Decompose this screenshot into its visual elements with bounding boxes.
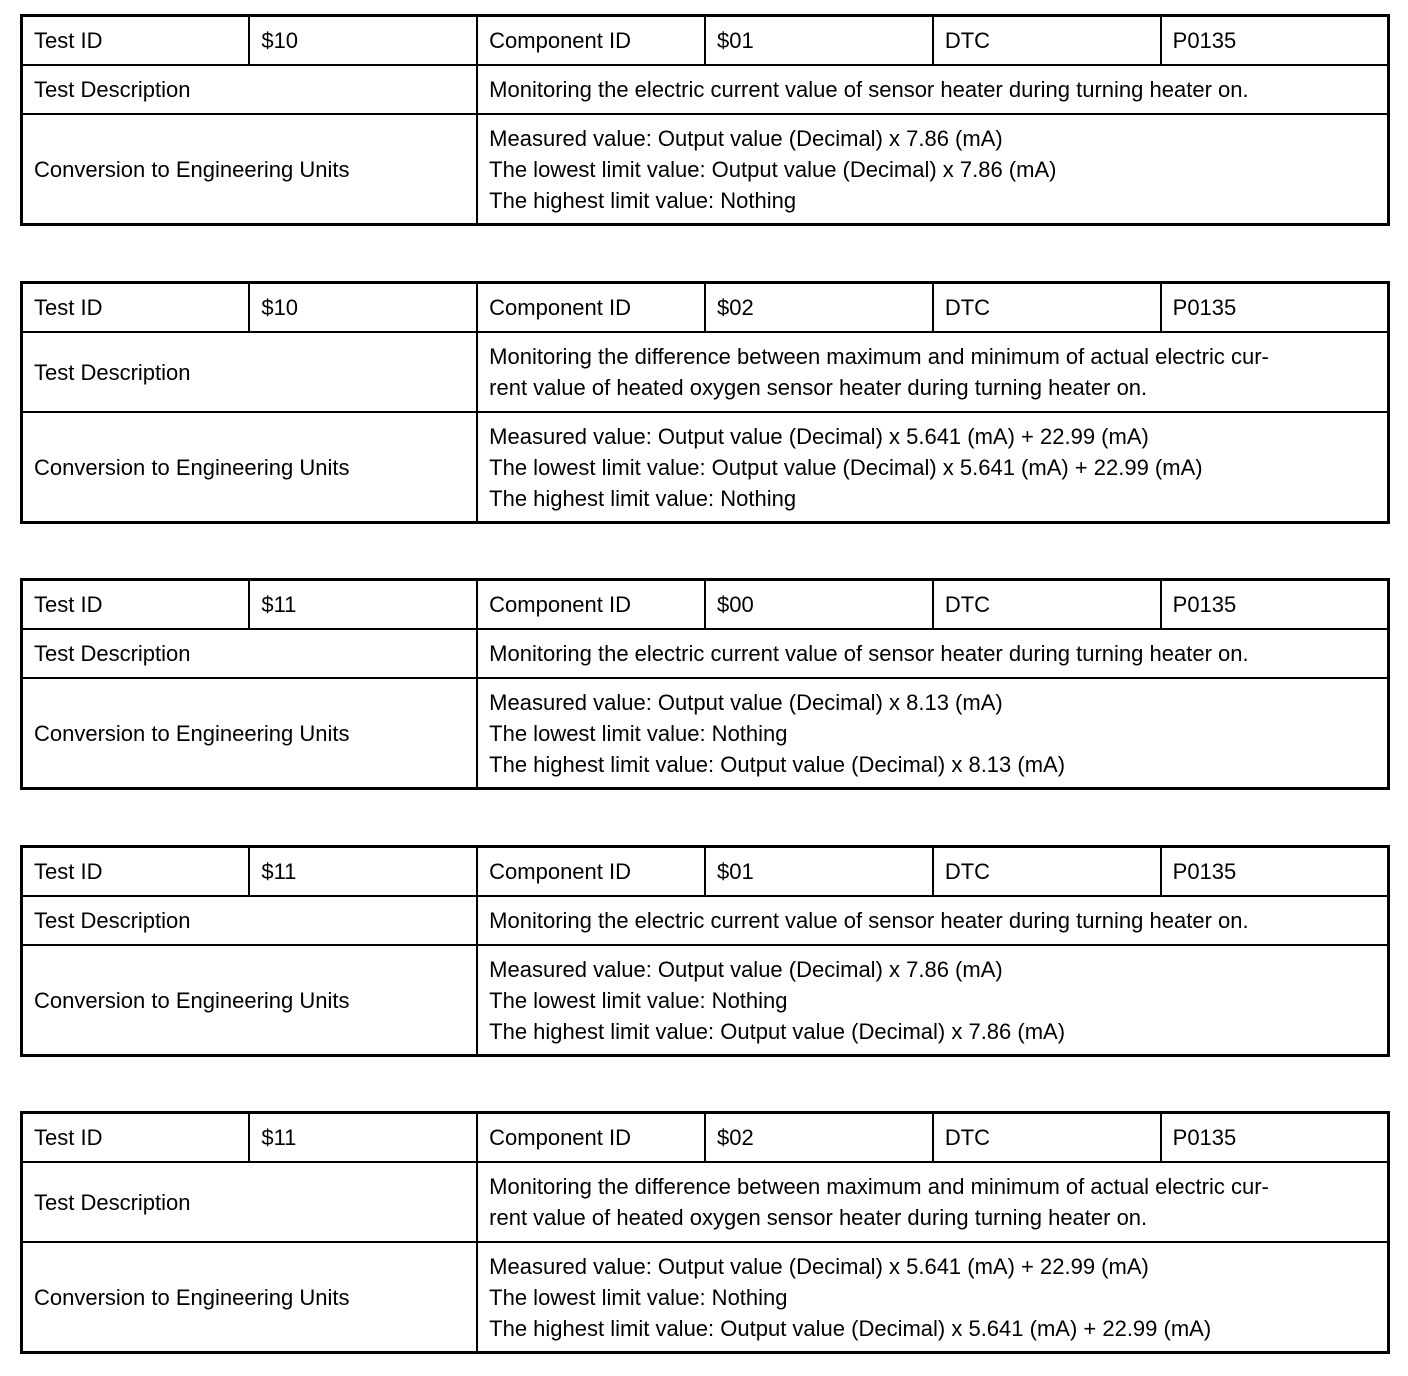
conversion-row: [22, 412, 1389, 523]
description-line: rent value of heated oxygen sensor heater during turning heater on.: [489, 1205, 1148, 1230]
test-id-value: $10: [249, 16, 477, 66]
component-id-value: $01: [705, 16, 933, 66]
conversion-line: The highest limit value: Output value (Decimal) x 8.13 (mA): [489, 751, 1066, 777]
conversion-label: Conversion to Engineering Units: [22, 412, 478, 523]
test-id-label: Test ID: [22, 580, 250, 630]
test-description-value: [477, 332, 1388, 412]
conversion-label: Conversion to Engineering Units: [22, 945, 478, 1056]
description-row: [22, 65, 1389, 114]
conversion-line: Measured value: Output value (Decimal) x 5.641 (mA) + 22.99 (mA): [489, 423, 1149, 449]
description-line: Monitoring the difference between maximum and minimum of actual electric cur-: [489, 1174, 1269, 1199]
test-table: [20, 845, 1390, 1057]
test-description-value: [477, 1162, 1388, 1242]
test-id-value: $11: [249, 847, 477, 897]
header-row: [22, 283, 1389, 333]
component-id-value: $01: [705, 847, 933, 897]
conversion-value: [477, 945, 1388, 1056]
component-id-value: $00: [705, 580, 933, 630]
header-row: [22, 847, 1389, 897]
description-line: rent value of heated oxygen sensor heater during turning heater on.: [489, 375, 1148, 400]
dtc-label: DTC: [933, 16, 1161, 66]
dtc-label: DTC: [933, 283, 1161, 333]
conversion-label: Conversion to Engineering Units: [22, 1242, 478, 1353]
component-id-value: $02: [705, 1113, 933, 1163]
conversion-line: The highest limit value: Nothing: [489, 187, 797, 213]
test-id-label: Test ID: [22, 283, 250, 333]
conversion-row: [22, 114, 1389, 225]
description-row: [22, 629, 1389, 678]
dtc-value: P0135: [1161, 16, 1389, 66]
conversion-label: Conversion to Engineering Units: [22, 678, 478, 789]
test-table: [20, 578, 1390, 790]
test-description-value: [477, 65, 1388, 114]
conversion-line: The lowest limit value: Nothing: [489, 987, 788, 1013]
test-description-label: Test Description: [22, 629, 478, 678]
component-id-label: Component ID: [477, 1113, 705, 1163]
description-line: Monitoring the electric current value of sensor heater during turning heater on.: [489, 908, 1249, 933]
conversion-line: The highest limit value: Output value (Decimal) x 7.86 (mA): [489, 1018, 1066, 1044]
conversion-line: The lowest limit value: Nothing: [489, 1284, 788, 1310]
conversion-line: The lowest limit value: Nothing: [489, 720, 788, 746]
test-id-value: $11: [249, 1113, 477, 1163]
dtc-label: DTC: [933, 1113, 1161, 1163]
conversion-row: [22, 1242, 1389, 1353]
test-description-label: Test Description: [22, 332, 478, 412]
conversion-value: [477, 678, 1388, 789]
description-line: Monitoring the difference between maximum and minimum of actual electric cur-: [489, 344, 1269, 369]
test-description-label: Test Description: [22, 65, 478, 114]
header-row: [22, 1113, 1389, 1163]
description-row: [22, 896, 1389, 945]
test-description-label: Test Description: [22, 896, 478, 945]
conversion-line: Measured value: Output value (Decimal) x 7.86 (mA): [489, 125, 1003, 151]
component-id-label: Component ID: [477, 580, 705, 630]
component-id-value: $02: [705, 283, 933, 333]
test-table: [20, 14, 1390, 226]
conversion-line: Measured value: Output value (Decimal) x 8.13 (mA): [489, 689, 1003, 715]
conversion-value: [477, 114, 1388, 225]
conversion-value: [477, 1242, 1388, 1353]
conversion-line: Measured value: Output value (Decimal) x 7.86 (mA): [489, 956, 1003, 982]
conversion-line: The highest limit value: Nothing: [489, 485, 797, 511]
test-description-value: [477, 896, 1388, 945]
component-id-label: Component ID: [477, 847, 705, 897]
header-row: [22, 580, 1389, 630]
dtc-label: DTC: [933, 847, 1161, 897]
conversion-label: Conversion to Engineering Units: [22, 114, 478, 225]
test-description-value: [477, 629, 1388, 678]
test-table: [20, 1111, 1390, 1354]
test-id-label: Test ID: [22, 16, 250, 66]
conversion-line: The lowest limit value: Output value (Decimal) x 5.641 (mA) + 22.99 (mA): [489, 454, 1203, 480]
conversion-row: [22, 945, 1389, 1056]
header-row: [22, 16, 1389, 66]
component-id-label: Component ID: [477, 283, 705, 333]
conversion-line: The lowest limit value: Output value (Decimal) x 7.86 (mA): [489, 156, 1057, 182]
test-id-value: $11: [249, 580, 477, 630]
description-line: Monitoring the electric current value of sensor heater during turning heater on.: [489, 77, 1249, 102]
test-table: [20, 281, 1390, 524]
dtc-value: P0135: [1161, 1113, 1389, 1163]
component-id-label: Component ID: [477, 16, 705, 66]
description-line: Monitoring the electric current value of sensor heater during turning heater on.: [489, 641, 1249, 666]
test-id-label: Test ID: [22, 847, 250, 897]
test-description-label: Test Description: [22, 1162, 478, 1242]
dtc-value: P0135: [1161, 847, 1389, 897]
conversion-line: The highest limit value: Output value (Decimal) x 5.641 (mA) + 22.99 (mA): [489, 1315, 1212, 1341]
conversion-value: [477, 412, 1388, 523]
description-row: [22, 332, 1389, 412]
conversion-row: [22, 678, 1389, 789]
dtc-value: P0135: [1161, 580, 1389, 630]
description-row: [22, 1162, 1389, 1242]
test-id-value: $10: [249, 283, 477, 333]
test-id-label: Test ID: [22, 1113, 250, 1163]
dtc-label: DTC: [933, 580, 1161, 630]
dtc-value: P0135: [1161, 283, 1389, 333]
conversion-line: Measured value: Output value (Decimal) x 5.641 (mA) + 22.99 (mA): [489, 1253, 1149, 1279]
